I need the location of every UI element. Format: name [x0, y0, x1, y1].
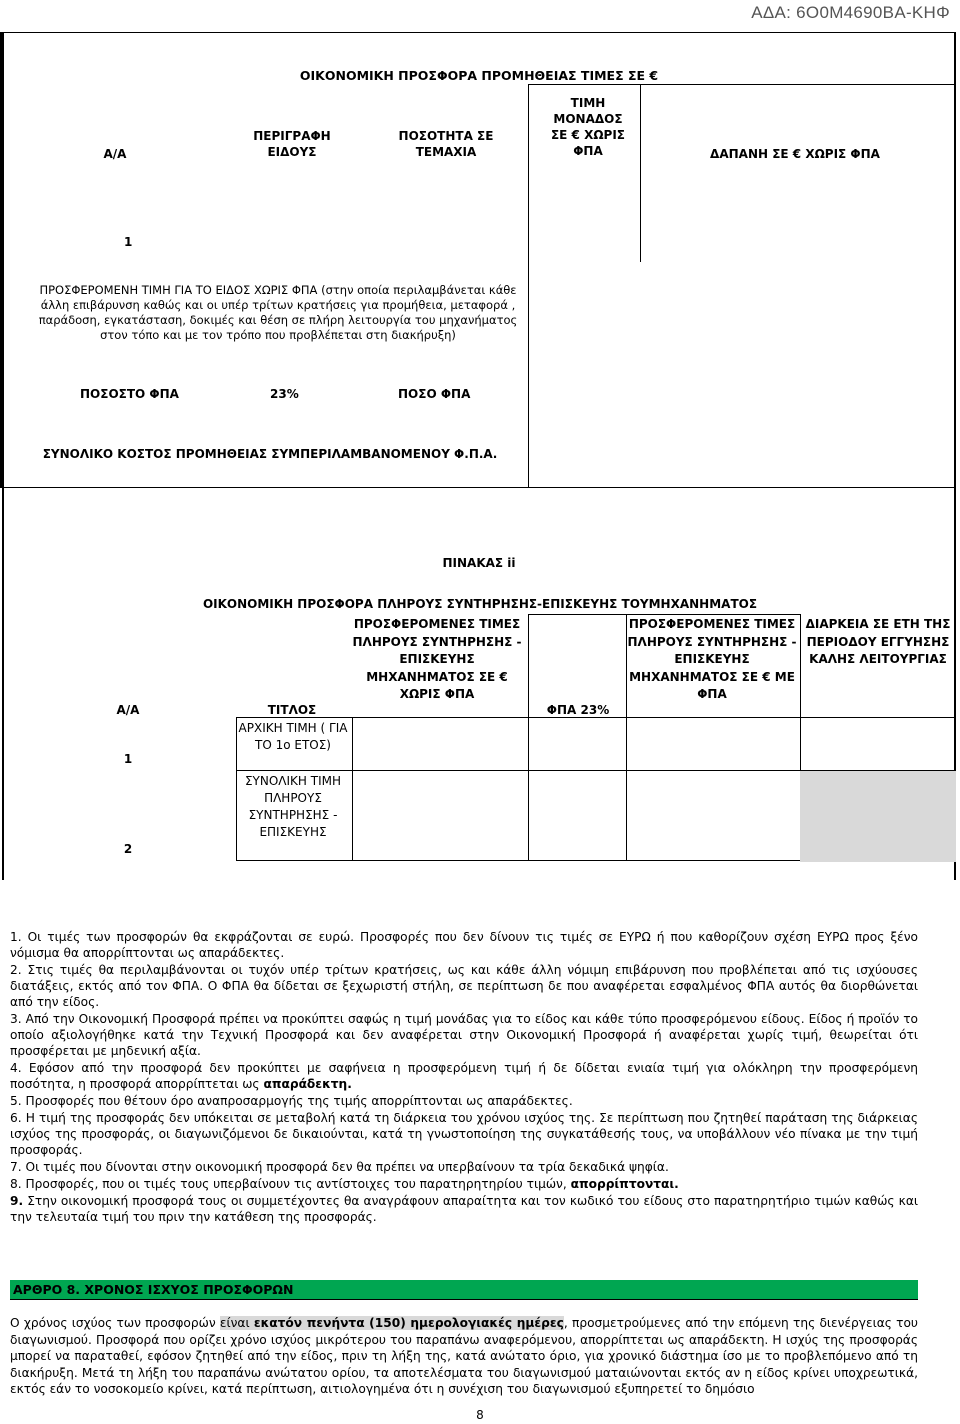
note-4: 4. Εφόσον από την προσφορά δεν προκύπτει με σαφήνεια η προσφερόμενη τιμή ή δε δίδεται ενιαία τιμή για ολόκληρη την προσφερόμενη ποσότητα, η προσφορά απορρίπτεται ως απαράδεκτη.	[10, 1061, 918, 1091]
ada-code: ΑΔΑ: 6Ο0Μ4690ΒΑ-ΚΗΦ	[751, 3, 950, 22]
t1-col-unit: ΤΙΜΗ ΜΟΝΑΔΟΣ ΣΕ € ΧΩΡΙΣ ΦΠΑ	[550, 96, 625, 158]
t1-col-desc: ΠΕΡΙΓΡΑΦΗ ΕΙΔΟΥΣ	[253, 129, 331, 159]
t1-col-qty: ΠΟΣΟΤΗΤΑ ΣΕ ΤΕΜΑΧΙΑ	[398, 129, 494, 159]
t2-col-title: ΤΙΤΛΟΣ	[267, 703, 317, 717]
note-6: 6. Η τιμή της προσφοράς δεν υπόκειται σε μεταβολή κατά τη διάρκεια του χρόνου ισχύος της. Σε περίπτωση που ζητηθεί παράταση της διάρκειας ισχύος της προσφοράς, οι διαγωνιζόμενοι δε δικαιούνται, κατά τη γνωστοποίηση της συγκατάθεσής τους, να υποβάλλουν νέο πίνακα με την τιμή προσφοράς.	[10, 1111, 918, 1157]
t2-col-vat: ΦΠΑ 23%	[546, 703, 610, 717]
t2-row1-title: ΑΡΧΙΚΗ ΤΙΜΗ ( ΓΙΑ ΤΟ 1ο ΕΤΟΣ)	[238, 721, 348, 752]
t1-col-total: ΔΑΠΑΝΗ ΣΕ € ΧΩΡΙΣ ΦΠΑ	[710, 147, 880, 161]
t2-col-with-vat: ΠΡΟΣΦΕΡΟΜΕΝΕΣ ΤΙΜΕΣ ΠΛΗΡΟΥΣ ΣΥΝΤΗΡΗΣΗΣ - ΕΠΙΣΚΕΥΗΣ ΜΗΧΑΝΗΜΑΤΟΣ ΣΕ € ΜΕ ΦΠΑ	[627, 617, 797, 701]
vat-label: ΠΟΣΟΣΤΟ ΦΠΑ	[80, 387, 179, 401]
vat-amount-label: ΠΟΣΟ ΦΠΑ	[398, 387, 471, 401]
article-8-text: Ο χρόνος ισχύος των προσφορών είναι εκατόν πενήντα (150) ημερολογιακές ημέρες, προσμετρούμενες από την επόμενη της διενέργειας του διαγωνισμού. Προσφορά που ορίζει χρόνο ισχύος μικρότερου του παραπάνω αναφερόμενου, απορρίπτεται ως απαράδεκτη. Η ισχύς της προσφοράς μπορεί να παραταθεί, εφόσον ζητηθεί από την είδος, πριν τη λήξη της, κατά ανώτατο όριο, για χρονικό διάστημα ίσο με το προβλεπόμενο από τη διακήρυξη. Μετά τη λήξη του παραπάνω ανώτατου ορίου, τα αποτελέσματα του διαγωνισμού ματαιώνονται εκτός αν η είδος κρίνει υποχρεωτικά, εκτός εάν το νοσοκομείο κρίνει, κατά περίπτωση, αιτιολογημένα ότι η συνέχιση του διαγωνισμού εξυπηρετεί το δημόσιο	[10, 1316, 918, 1396]
note-5: 5. Προσφορές που θέτουν όρο αναπροσαρμογής της τιμής απορρίπτονται ως απαράδεκτες.	[10, 1094, 573, 1108]
t1-col-aa: Α/Α	[103, 147, 127, 161]
t1-row1-aa: 1	[124, 235, 133, 249]
note-1: 1. Οι τιμές των προσφορών θα εκφράζονται σε ευρώ. Προσφορές που δεν δίνουν τις τιμές σε ΕΥΡΩ ή που καθορίζουν σχέση ΕΥΡΩ προς ξένο νόμισμα θα απορρίπτονται ως απαράδεκτες.	[10, 930, 918, 960]
duration-row2-shaded	[800, 770, 956, 862]
offer-price-text: ΠΡΟΣΦΕΡΟΜΕΝΗ ΤΙΜΗ ΓΙΑ ΤΟ ΕΙΔΟΣ ΧΩΡΙΣ ΦΠΑ (στην οποία περιλαμβάνεται κάθε άλλη επιβάρυνση καθώς και οι υπέρ τρίτων κρατήσεις για προμήθεια, μεταφορά , παράδοση, εγκατάσταση, δοκιμές και θέση σε πλήρη λειτουργία του μηχανήματος στον τόπο και με τον τρόπο που προβλέπεται στη διακήρυξη)	[38, 283, 518, 342]
vat-rate: 23%	[270, 387, 299, 401]
table2-title: ΟΙΚΟΝΟΜΙΚΗ ΠΡΟΣΦΟΡΑ ΠΛΗΡΟΥΣ ΣΥΝΤΗΡΗΣΗΣ-ΕΠΙΣΚΕΥΗΣ ΤΟΥΜΗΧΑΝΗΜΑΤΟΣ	[202, 597, 758, 611]
note-7: 7. Οι τιμές που δίνονται στην οικονομική προσφορά δεν θα πρέπει να υπερβαίνουν τα τρία δεκαδικά ψηφία.	[10, 1160, 669, 1174]
offer-table	[2, 32, 956, 488]
total-cost-label: ΣΥΝΟΛΙΚΟ ΚΟΣΤΟΣ ΠΡΟΜΗΘΕΙΑΣ ΣΥΜΠΕΡΙΛΑΜΒΑΝΟΜΕΝΟΥ Φ.Π.Α.	[42, 447, 498, 461]
note-8: 8. Προσφορές, που οι τιμές τους υπερβαίνουν τις αντίστοιχες του παρατηρητηρίου τιμών, απορρίπτονται.	[10, 1177, 679, 1191]
note-9: 9. Στην οικονομική προσφορά τους οι συμμετέχοντες θα αναγράφουν απαραίτητα και τον κωδικό του είδους στο παρατηρητήριο τιμών καθώς και την τελευταία τιμή του πριν την κατάθεση της προσφοράς.	[10, 1194, 918, 1224]
notes-list	[10, 929, 918, 1226]
table1-title: ΟΙΚΟΝΟΜΙΚΗ ΠΡΟΣΦΟΡΑ ΠΡΟΜΗΘΕΙΑΣ ΤΙΜΕΣ ΣΕ €	[299, 68, 659, 83]
table2-caption: ΠΙΝΑΚΑΣ ii	[442, 556, 516, 570]
note-3: 3. Από την Οικονομική Προσφορά πρέπει να προκύπτει σαφώς η τιμή μονάδας για το είδος και κάθε τύπο προσφερόμενου είδους. Είδος ή προϊόν το οποίο αξιολογήθηκε κατά την Τεχνική Προσφορά και δεν αναφέρεται στην Οικονομική Προσφορά ή αναφέρεται χωρίς τιμή, θεωρείται ότι προσφέρεται με μηδενική αξία.	[10, 1012, 918, 1058]
t2-col-duration: ΔΙΑΡΚΕΙΑ ΣΕ ΕΤΗ ΤΗΣ ΠΕΡΙΟΔΟΥ ΕΓΓΥΗΣΗΣ ΚΑΛΗΣ ΛΕΙΤΟΥΡΓΙΑΣ	[805, 617, 951, 666]
t2-row1-aa: 1	[123, 752, 133, 766]
article-8-heading: ΑΡΘΡΟ 8. ΧΡΟΝΟΣ ΙΣΧΥΟΣ ΠΡΟΣΦΟΡΩΝ	[10, 1280, 918, 1300]
t2-col-aa: Α/Α	[116, 703, 140, 717]
t2-col-no-vat: ΠΡΟΣΦΕΡΟΜΕΝΕΣ ΤΙΜΕΣ ΠΛΗΡΟΥΣ ΣΥΝΤΗΡΗΣΗΣ - ΕΠΙΣΚΕΥΗΣ ΜΗΧΑΝΗΜΑΤΟΣ ΣΕ € ΧΩΡΙΣ ΦΠΑ	[352, 617, 522, 701]
note-2: 2. Στις τιμές θα περιλαμβάνονται οι τυχόν υπέρ τρίτων κρατήσεις, ως και κάθε άλλη νόμιμη επιβάρυνση που προβλέπεται από τις ισχύουσες διατάξεις, εκτός από τον ΦΠΑ. Ο ΦΠΑ θα δίδεται σε ξεχωριστή στήλη, σε περίπτωση δε που αναφέρεται εσφαλμένος ΦΠΑ αυτός θα διορθώνεται από την είδος.	[10, 963, 918, 1009]
t2-row2-aa: 2	[123, 842, 133, 856]
page-number: 8	[476, 1408, 484, 1422]
t2-row2-title: ΣΥΝΟΛΙΚΗ ΤΙΜΗ ΠΛΗΡΟΥΣ ΣΥΝΤΗΡΗΣΗΣ - ΕΠΙΣΚΕΥΗΣ	[244, 774, 342, 839]
